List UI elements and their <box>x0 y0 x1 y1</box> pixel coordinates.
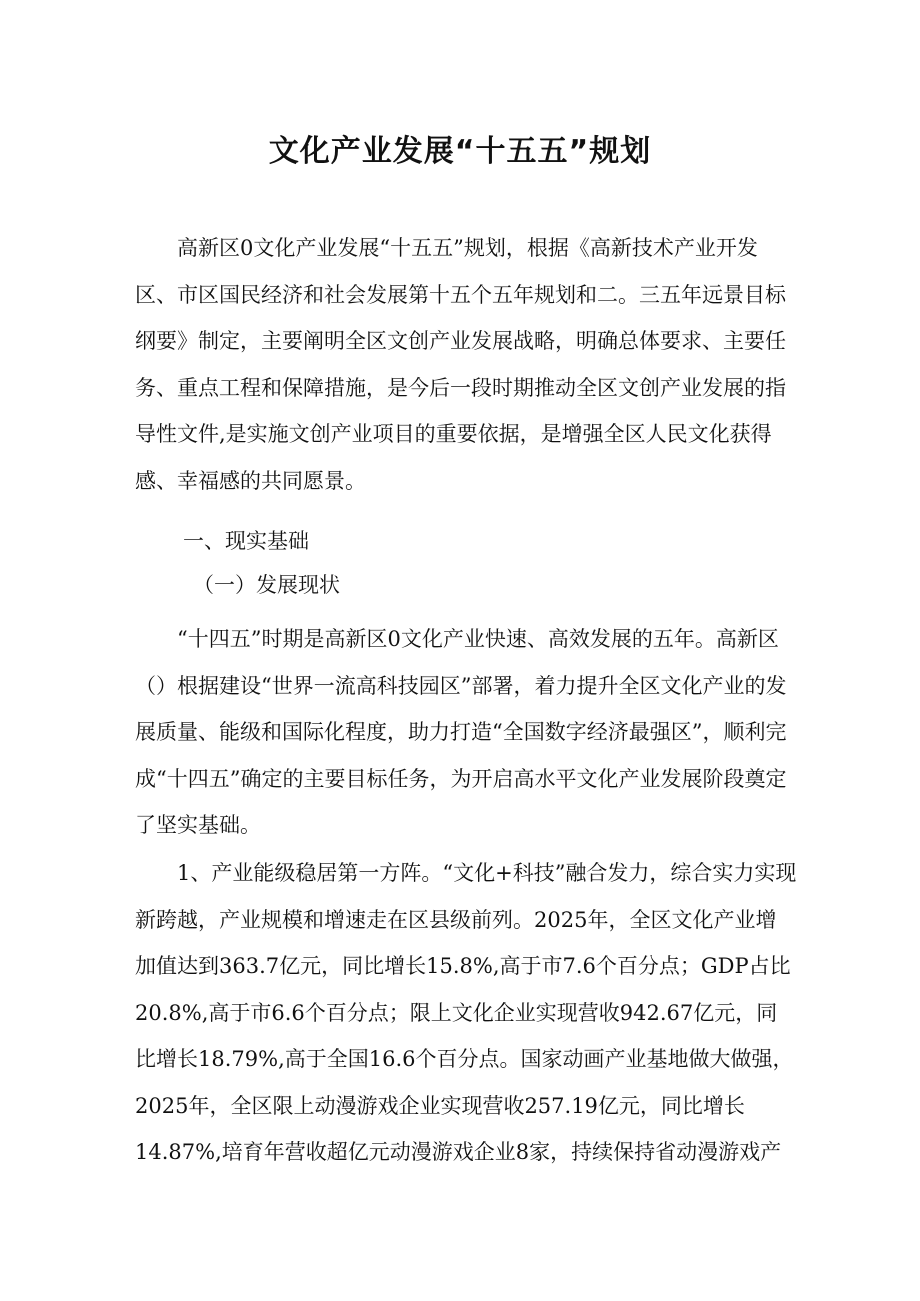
intro-paragraph: 高新区0文化产业发展“十五五”规划，根据《高新技术产业开发区、市区国民经济和社会发展第十五个五年规划和二。三五年远景目标纲要》制定，主要阐明全区文创产业发展战略，明确总体要求、主要任务、重点工程和保障措施，是今后一段时期推动全区文创产业发展的指导性文件,是实施文创产业项目的重要依据，是增强全区人民文化获得感、幸福感的共同愿景。 <box>135 236 786 493</box>
status-paragraph: “十四五”时期是高新区0文化产业快速、高效发展的五年。高新区（）根据建设“世界一流高科技园区”部署，着力提升全区文化产业的发展质量、能级和国际化程度，助力打造“全国数字经济最强区”，顺利完成“十四五”确定的主要目标任务，为开启高水平文化产业发展阶段奠定了坚实基础。 <box>135 627 787 837</box>
section-heading: 一、现实基础 <box>183 529 309 553</box>
point-1-paragraph: 1、产业能级稳居第一方阵。“文化+科技”融合发力，综合实力实现新跨越，产业规模和增速走在区县级前列。2025年，全区文化产业增加值达到363.7亿元，同比增长15.8%,高于市7.6个百分点；GDP占比20.8%,高于市6.6个百分点；限上文化企业实现营收942.67亿元，同比增长18.79%,高于全国16.6个百分点。国家动画产业基地做大做强，2025年，全区限上动漫游戏企业实现营收257.19亿元，同比增长14.87%,培育年营收超亿元动漫游戏企业8家，持续保持省动漫游戏产 <box>135 861 797 1164</box>
subsection-heading: （一）发展现状 <box>193 573 340 597</box>
document-title: 文化产业发展“十五五”规划 <box>268 134 652 169</box>
